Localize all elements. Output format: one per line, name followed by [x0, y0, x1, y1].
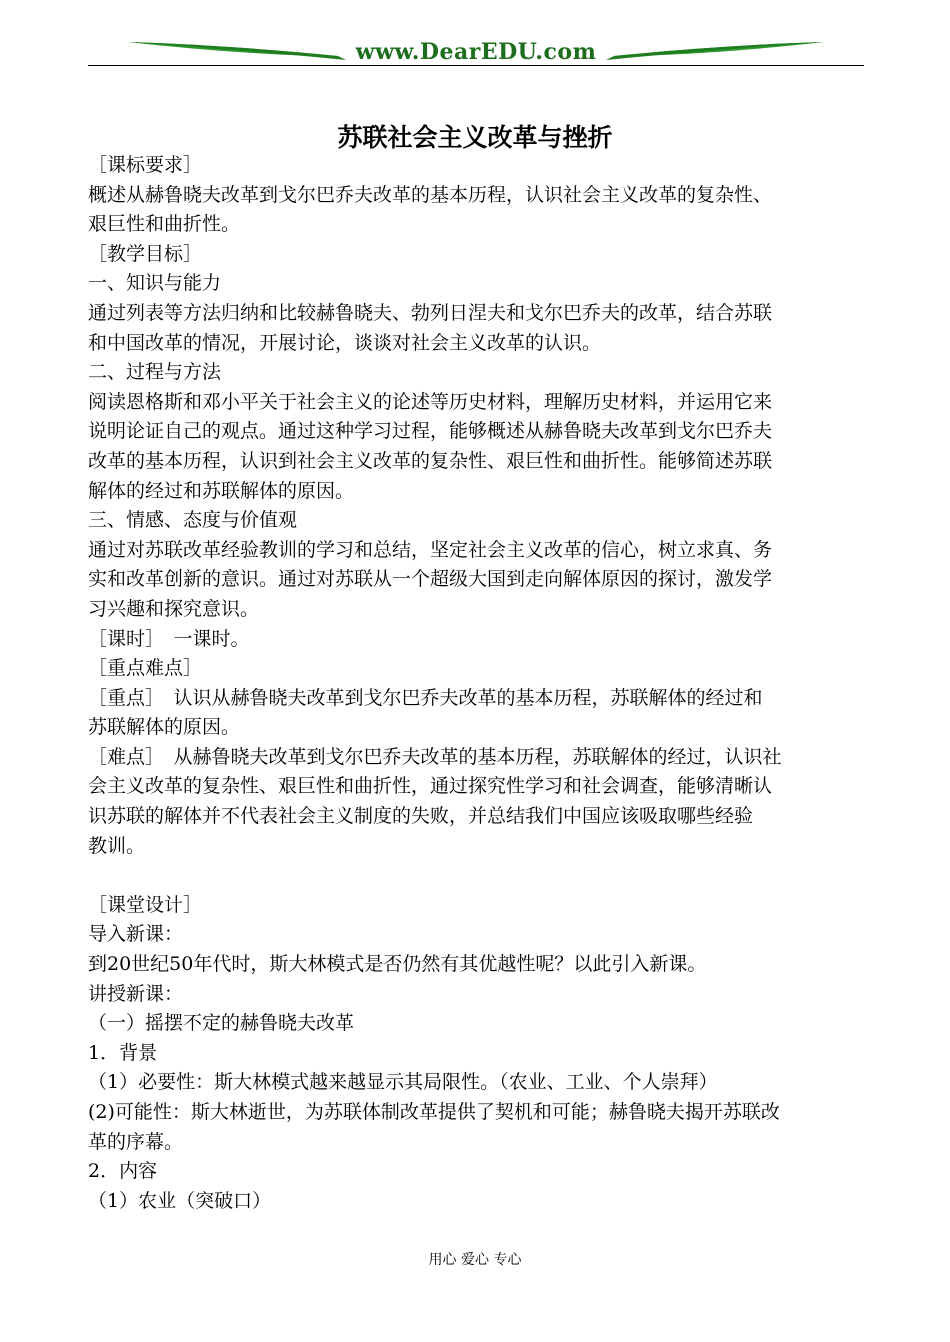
text-line: （1）必要性：斯大林模式越来越显示其局限性。（农业、工业、个人崇拜） — [88, 1071, 718, 1094]
text-line: (2)可能性：斯大林逝世，为苏联体制改革提供了契机和可能；赫鲁晓夫揭开苏联改 — [88, 1101, 780, 1123]
text-line: 苏联解体的原因。 — [88, 716, 241, 739]
text-line: ［课堂设计］ — [88, 893, 203, 916]
text-line: （一）摇摆不定的赫鲁晓夫改革 — [88, 1012, 355, 1035]
text-line: 到20世纪50年代时，斯大林模式是否仍然有其优越性呢？以此引入新课。 — [88, 953, 707, 976]
text-line: 导入新课： — [88, 923, 184, 946]
text-line: 和中国改革的情况，开展讨论，谈谈对社会主义改革的认识。 — [88, 331, 602, 354]
text-line: ［教学目标］ — [88, 242, 203, 265]
text-line: 革的序幕。 — [88, 1130, 184, 1153]
text-line: 教训。 — [88, 834, 146, 857]
text-line: 说明论证自己的观点。通过这种学习过程，能够概述从赫鲁晓夫改革到戈尔巴乔夫 — [88, 420, 773, 443]
text-line: 实和改革创新的意识。通过对苏联从一个超级大国到走向解体原因的探讨，激发学 — [88, 568, 773, 591]
page-footer: 用心 爱心 专心 — [428, 1252, 522, 1268]
page-title: 苏联社会主义改革与挫折 — [337, 123, 613, 152]
text-line: 三、情感、态度与价值观 — [88, 509, 298, 532]
site-url: www.DearEDU.com — [355, 39, 597, 65]
text-line: ［重点难点］ — [88, 657, 203, 680]
text-line: 讲授新课： — [88, 982, 184, 1005]
text-line: 通过对苏联改革经验教训的学习和总结，坚定社会主义改革的信心，树立求真、务 — [88, 538, 773, 561]
text-line: 会主义改革的复杂性、艰巨性和曲折性，通过探究性学习和社会调查，能够清晰认 — [88, 775, 773, 798]
text-line: 识苏联的解体并不代表社会主义制度的失败，并总结我们中国应该吸取哪些经验 — [88, 805, 754, 828]
header-divider — [88, 65, 864, 66]
text-line: ［课时］ 一课时。 — [88, 627, 250, 650]
text-line: ［难点］ 从赫鲁晓夫改革到戈尔巴乔夫改革的基本历程，苏联解体的经过，认识社 — [88, 745, 782, 768]
text-line: 通过列表等方法归纳和比较赫鲁晓夫、勃列日涅夫和戈尔巴乔夫的改革，结合苏联 — [88, 301, 773, 324]
text-line: 习兴趣和探究意识。 — [88, 597, 260, 620]
text-line: ［重点］ 认识从赫鲁晓夫改革到戈尔巴乔夫改革的基本历程，苏联解体的经过和 — [88, 686, 763, 709]
text-line: 解体的经过和苏联解体的原因。 — [88, 479, 355, 502]
text-line: 改革的基本历程，认识到社会主义改革的复杂性、艰巨性和曲折性。能够简述苏联 — [88, 449, 773, 472]
text-line: （1）农业（突破口） — [88, 1189, 272, 1212]
text-line — [88, 861, 868, 891]
document-body — [88, 151, 868, 1216]
text-line: 二、过程与方法 — [88, 361, 222, 384]
text-line: 1．背景 — [88, 1041, 158, 1064]
text-line: 阅读恩格斯和邓小平关于社会主义的论述等历史材料，理解历史材料，并运用它来 — [88, 390, 773, 413]
text-line: 艰巨性和曲折性。 — [88, 213, 241, 236]
text-line: 概述从赫鲁晓夫改革到戈尔巴乔夫改革的基本历程，认识社会主义改革的复杂性、 — [88, 183, 773, 206]
text-line: 2．内容 — [88, 1160, 158, 1183]
text-line: ［课标要求］ — [88, 154, 203, 176]
text-line: 一、知识与能力 — [88, 272, 222, 295]
